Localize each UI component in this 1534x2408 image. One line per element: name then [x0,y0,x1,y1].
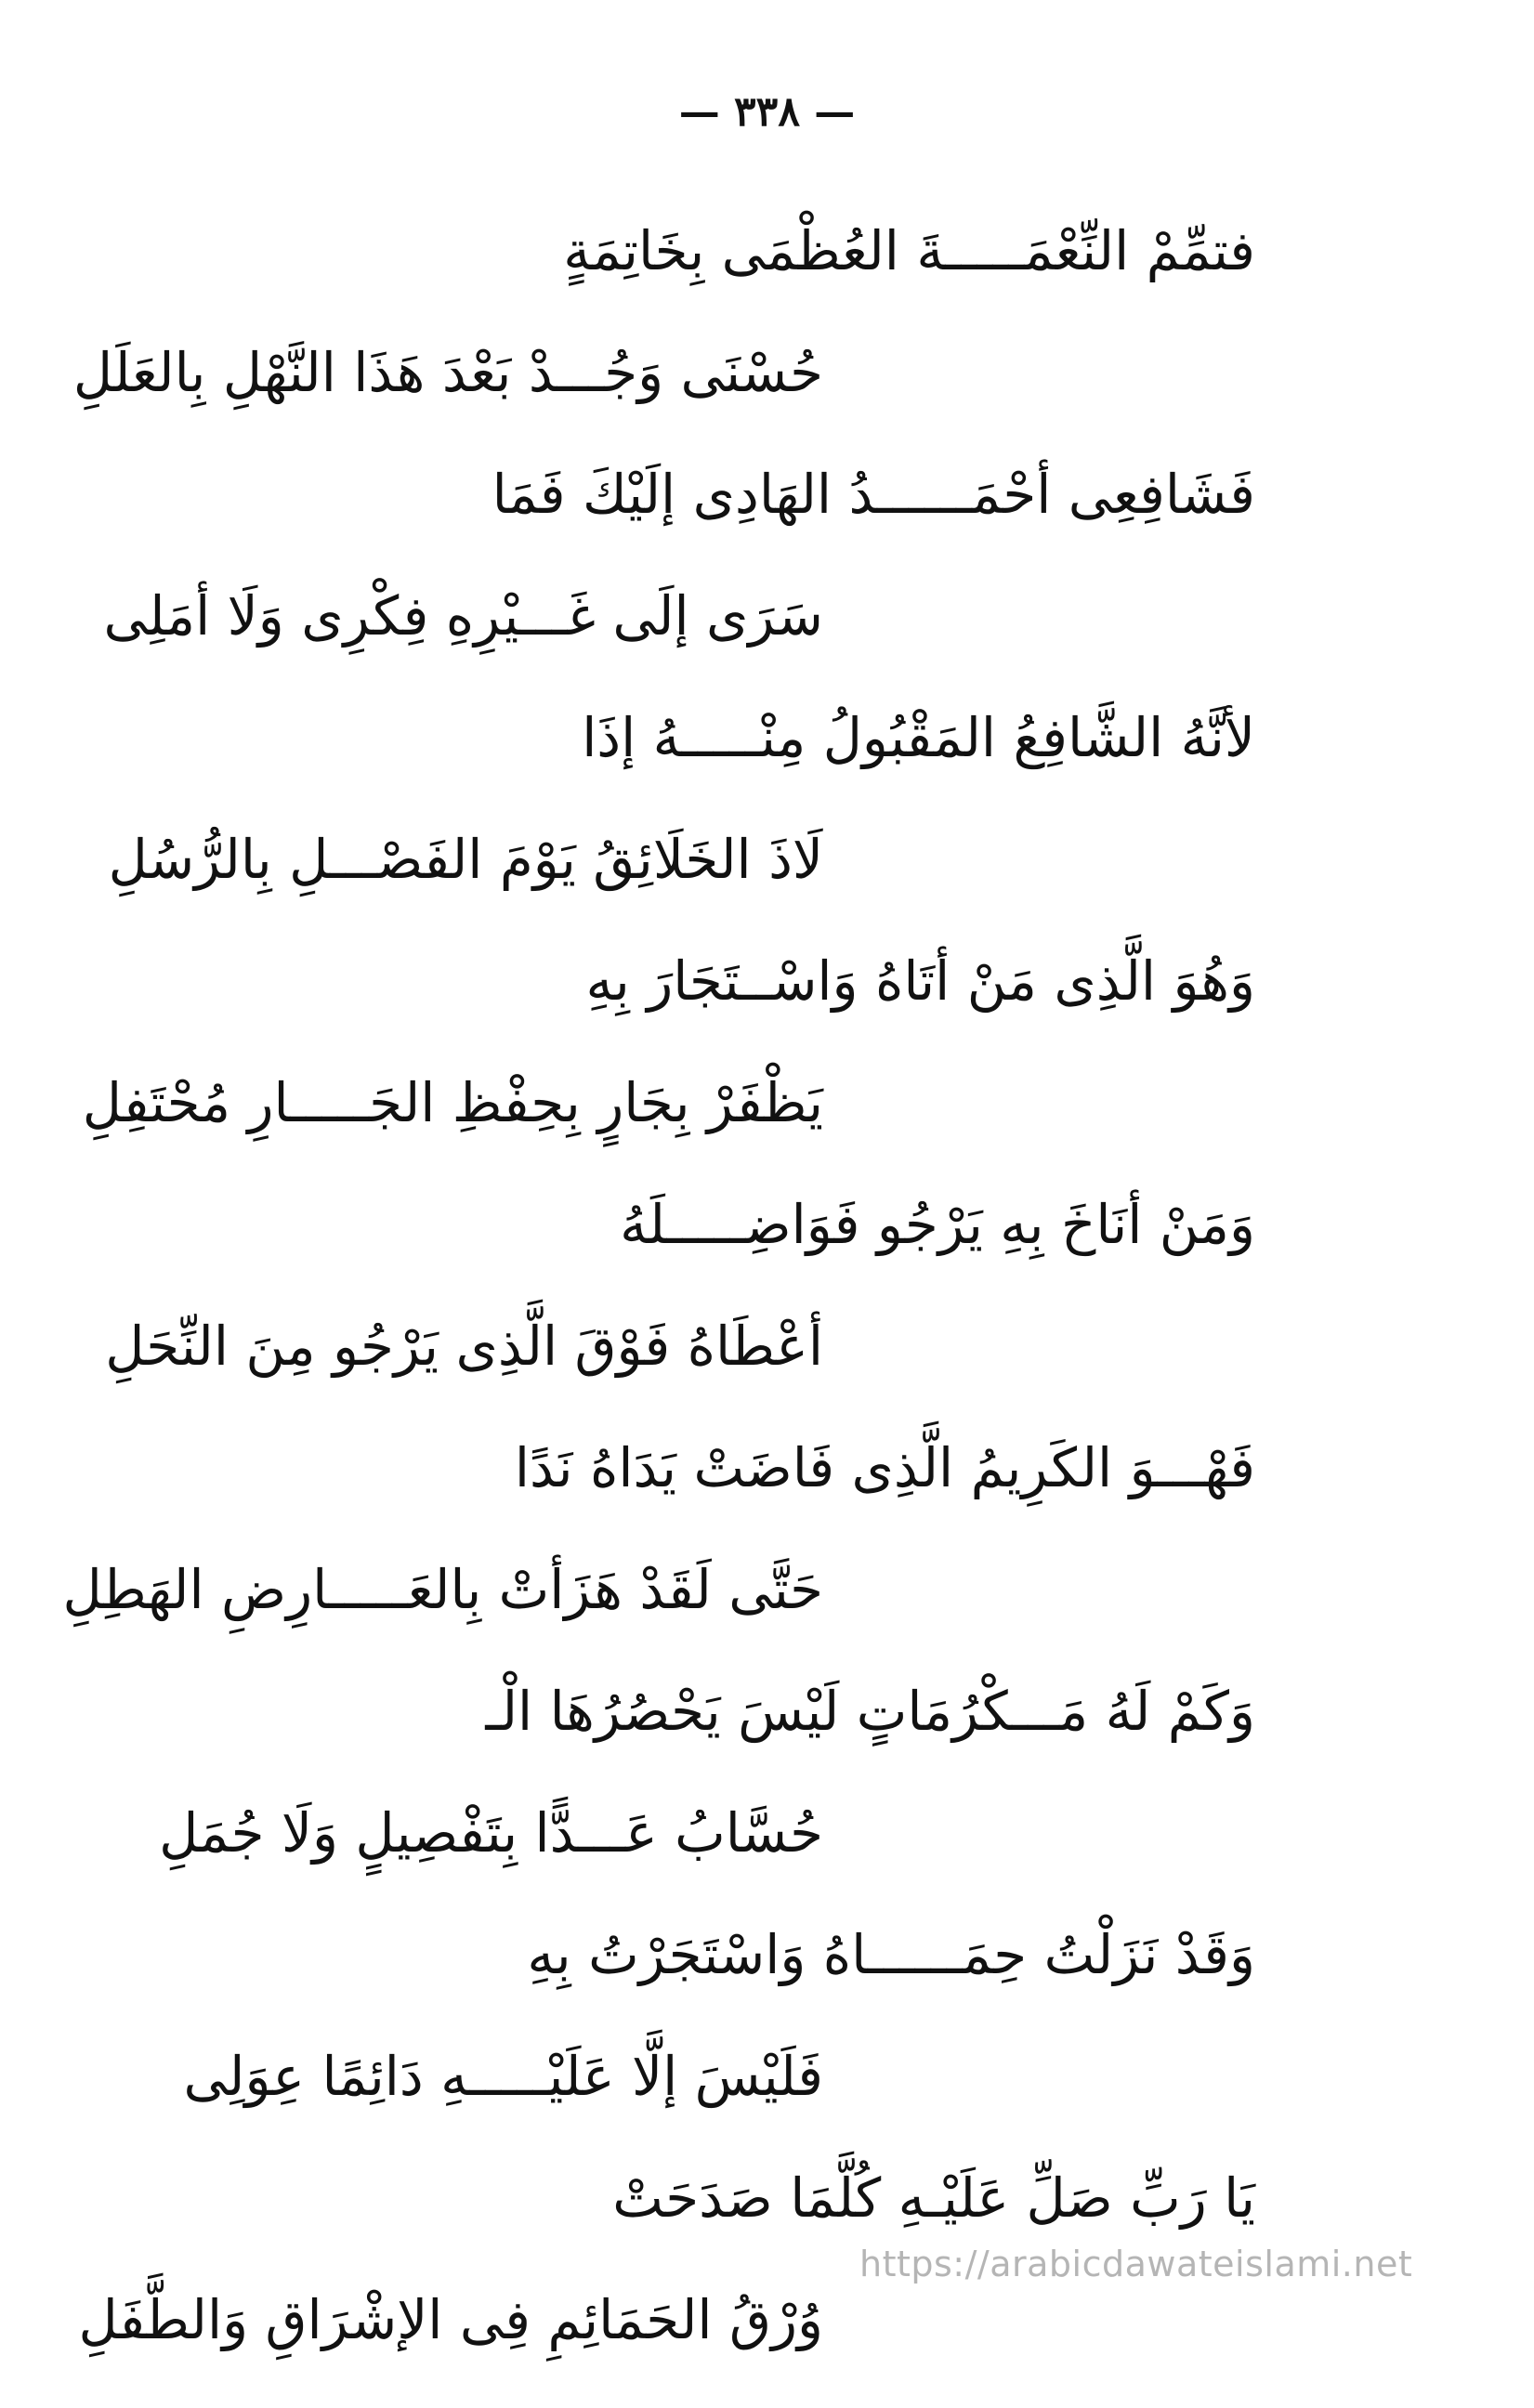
verse-line-12: حَتَّى لَقَدْ هَزَأتْ بِالعَـــــارِضِ الهَطِلِ [62,1558,823,1621]
verse-line-5: لأنَّهُ الشَّافِعُ المَقْبُولُ مِنْـــــهُ إذَا [582,706,1255,769]
verse-line-1: فتمِّمْ النِّعْمَـــــةَ العُظْمَى بِخَاتِمَةٍ [563,219,1255,282]
verse-line-11: فَهْـــوَ الكَرِيمُ الَّذِى فَاضَتْ يَدَاهُ نَدًا [514,1436,1255,1499]
verse-line-14: حُسَّابُ عَـــدًّا بِتَفْصِيلٍ وَلَا جُمَلِ [159,1801,823,1865]
verse-line-6: لَاذَ الخَلَائِقُ يَوْمَ الفَصْـــلِ بِالرُّسُلِ [108,828,823,891]
verse-line-7: وَهُوَ الَّذِى مَنْ أتَاهُ وَاسْــتَجَارَ بِهِ [585,949,1255,1013]
verse-line-8: يَظْفَرْ بِجَارٍ بِحِفْظِ الجَـــــارِ مُحْتَفِلِ [82,1071,823,1134]
verse-line-10: أعْطَاهُ فَوْقَ الَّذِى يَرْجُو مِنَ النِّحَلِ [105,1315,823,1378]
verse-line-13: وَكَمْ لَهُ مَـــكْرُمَاتٍ لَيْسَ يَحْصُرُهَا الْـ [485,1680,1255,1743]
verse-line-2: حُسْنَى وَجُـــدْ بَعْدَ هَذَا النَّهْلِ بِالعَلَلِ [72,341,823,404]
verse-line-4: سَرَى إلَى غَـــيْرِهِ فِكْرِى وَلَا أمَلِى [103,584,823,648]
verse-line-18: وُرْقُ الحَمَائِمِ فِى الإشْرَاقِ وَالطَّفَلِ [78,2288,823,2351]
verse-line-3: فَشَافِعِى أحْمَــــــدُ الهَادِى إلَيْكَ فَمَا [492,463,1255,526]
verse-line-15: وَقَدْ نَزَلْتُ حِمَــــــاهُ وَاسْتَجَرْتُ بِهِ [527,1923,1255,1986]
verse-line-17: يَا رَبِّ صَلِّ عَلَيْـهِ كُلَّمَا صَدَحَتْ [612,2166,1255,2230]
watermark-url: https://arabicdawateislami.net [859,2244,1413,2284]
page-number: — ٣٣٨ — [678,88,856,136]
verse-line-9: وَمَنْ أنَاخَ بِهِ يَرْجُو فَوَاضِـــــلَهُ [620,1193,1255,1256]
verse-line-16: فَلَيْسَ إلَّا عَلَيْـــــهِ دَائِمًا عِوَلِى [183,2045,823,2108]
